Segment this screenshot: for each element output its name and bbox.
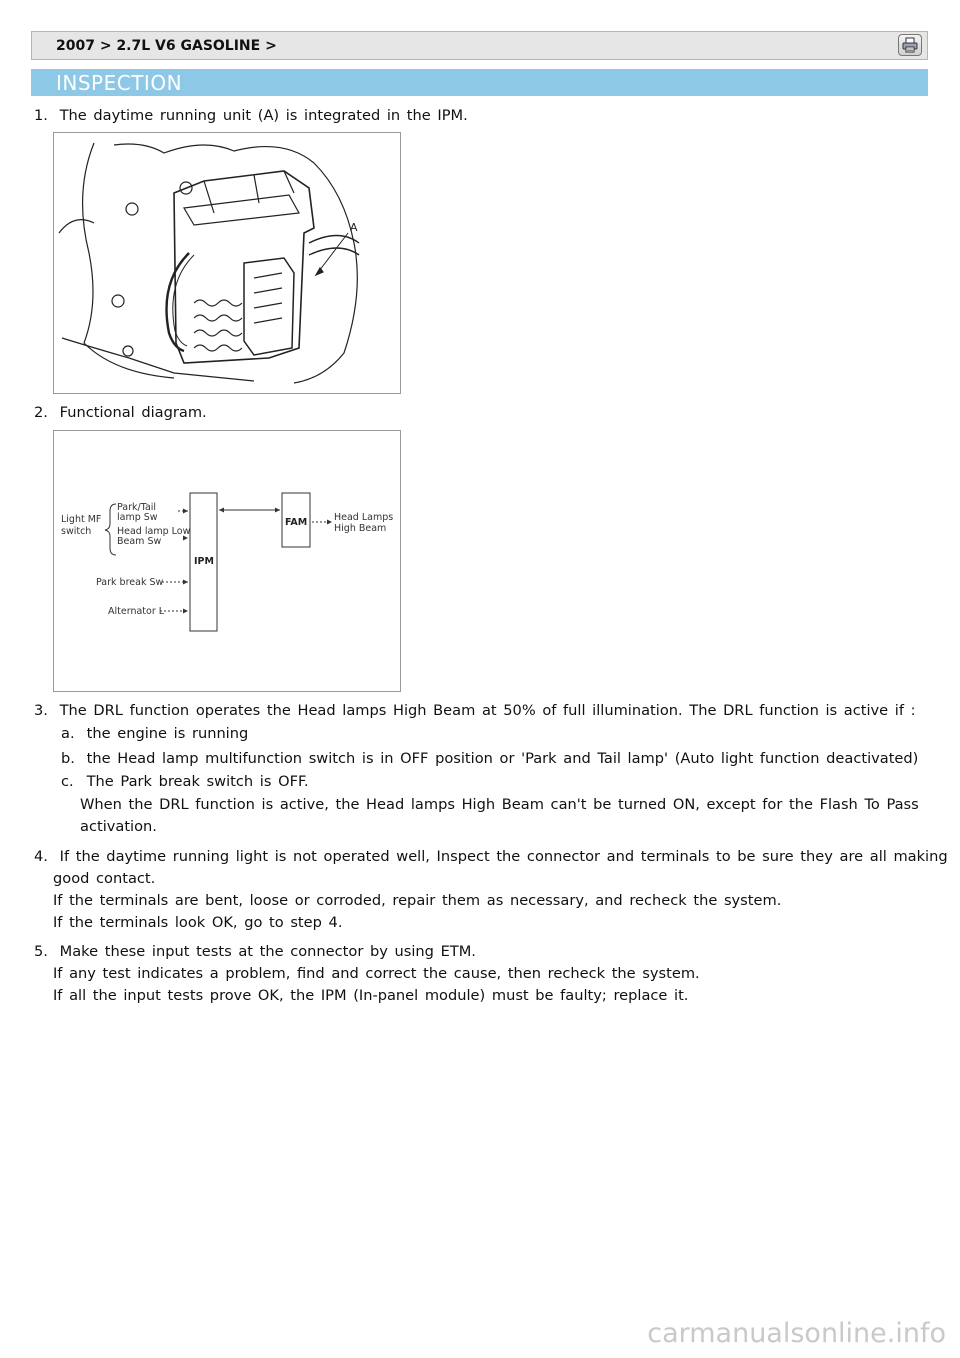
diagram-ipm-label: IPM [194, 556, 214, 567]
condition-letter: a. [61, 725, 75, 742]
drl-note-line-2: activation. [80, 818, 157, 835]
section-header [31, 69, 928, 96]
step-text: If the daytime running light is not operated well, Inspect the connector and terminals to be sure they are all making [59, 848, 948, 865]
diagram-light-mf: Light MF [61, 514, 102, 525]
diagram-output-2: High Beam [334, 523, 387, 534]
functional-diagram-drawing [54, 431, 400, 691]
step-number: 4. [34, 848, 48, 865]
step-5 [34, 941, 476, 963]
condition-letter: c. [61, 773, 74, 790]
condition-letter: b. [61, 750, 75, 767]
breadcrumb [31, 31, 928, 60]
diagram-park-break: Park break Sw [96, 577, 164, 588]
breadcrumb-text: 2007 > 2.7L V6 GASOLINE > [56, 38, 277, 54]
condition-b [61, 748, 918, 770]
step-4-line-4: If the terminals look OK, go to step 4. [53, 914, 343, 931]
condition-c [61, 771, 309, 793]
print-button[interactable] [898, 34, 922, 56]
callout-a: A [350, 221, 358, 234]
step-1 [34, 105, 468, 127]
step-text: The DRL function operates the Head lamps High Beam at 50% of full illumination. The DRL function is active if : [59, 702, 916, 719]
step-3 [34, 700, 916, 722]
section-title: INSPECTION [56, 71, 183, 95]
diagram-park-tail-1: Park/Tail [117, 502, 157, 513]
condition-text: the Head lamp multifunction switch is in OFF position or 'Park and Tail lamp' (Auto light function deactivated) [86, 750, 919, 767]
condition-a [61, 723, 248, 745]
step-5-line-2: If any test indicates a problem, find and correct the cause, then recheck the system. [53, 965, 700, 982]
step-4 [34, 846, 948, 868]
step-5-line-3: If all the input tests prove OK, the IPM (In-panel module) must be faulty; replace it. [53, 987, 689, 1004]
step-text: Functional diagram. [59, 404, 207, 421]
diagram-head-low-1: Head lamp Low [117, 526, 191, 537]
step-number: 3. [34, 702, 48, 719]
printer-icon [902, 37, 918, 53]
ipm-location-figure [53, 132, 401, 394]
condition-text: The Park break switch is OFF. [86, 773, 309, 790]
diagram-switch: switch [61, 526, 92, 537]
watermark: carmanualsonline.info [647, 1318, 946, 1349]
condition-text: the engine is running [86, 725, 249, 742]
diagram-head-low-2: Beam Sw [117, 536, 162, 547]
diagram-output-1: Head Lamps [334, 512, 394, 523]
step-text: The daytime running unit (A) is integrated in the IPM. [59, 107, 468, 124]
step-number: 5. [34, 943, 48, 960]
step-4-line-2: good contact. [53, 870, 156, 887]
diagram-fam-label: FAM [285, 517, 308, 528]
drl-note-line-1: When the DRL function is active, the Head lamps High Beam can't be turned ON, except for the Flash To Pass [80, 796, 919, 813]
step-number: 2. [34, 404, 48, 421]
step-text: Make these input tests at the connector by using ETM. [59, 943, 476, 960]
functional-diagram [53, 430, 401, 692]
diagram-park-tail-2: lamp Sw [117, 512, 158, 523]
step-4-line-3: If the terminals are bent, loose or corroded, repair them as necessary, and recheck the system. [53, 892, 782, 909]
step-2 [34, 402, 207, 424]
ipm-location-drawing [54, 133, 400, 393]
diagram-alternator: Alternator L [108, 606, 165, 617]
step-number: 1. [34, 107, 48, 124]
